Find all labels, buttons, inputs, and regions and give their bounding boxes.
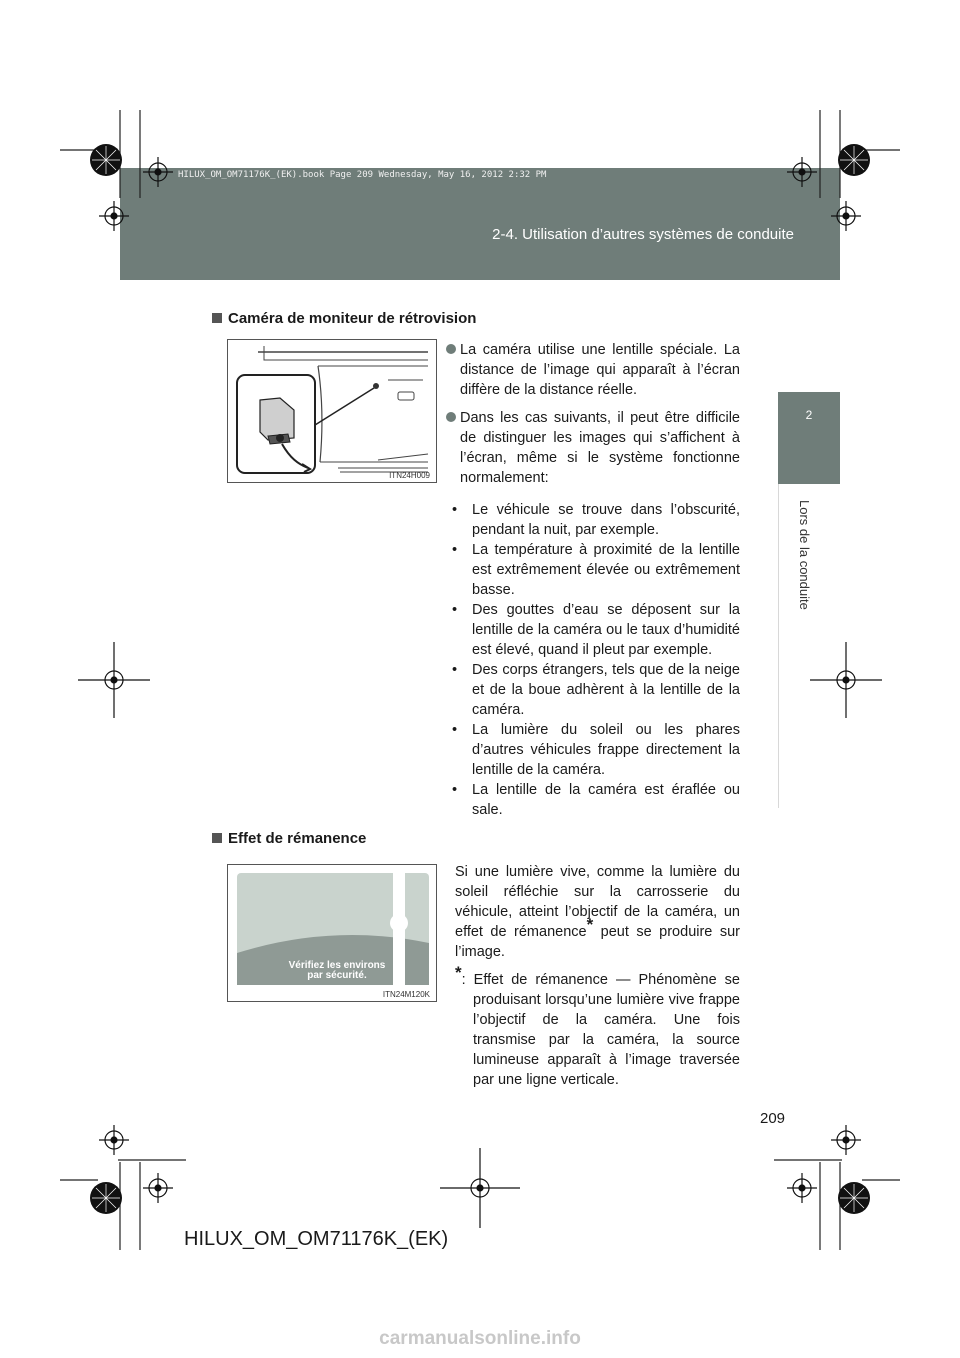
section2-text: [455, 862, 740, 1090]
section-title: 2-4. Utilisation d’autres systèmes de conduite: [492, 226, 794, 243]
sub-item: • La température à proximité de la lentille est extrêmement élevée ou extrêmement basse.: [452, 542, 740, 598]
sub-item: • La lentille de la caméra est éraflée ou sale.: [452, 782, 740, 818]
chapter-label: Lors de la conduite: [797, 500, 812, 610]
watermark: carmanualsonline.info: [379, 1328, 581, 1349]
section1-text: [446, 340, 740, 820]
section-heading-afterimage: Effet de rémanence: [212, 830, 366, 847]
sub-item: • Le véhicule se trouve dans l’obscurité, pendant la nuit, par exemple.: [452, 502, 740, 538]
afterimage-paragraph: Si une lumière vive, comme la lumière du soleil réfléchie sur la carrosserie du véhicule, atteint l’objectif de la caméra, un effet de rémanence* peut se produire sur l’image.: [455, 864, 740, 960]
chapter-number: 2: [805, 408, 813, 422]
model-code: HILUX_OM_OM71176K_(EK): [184, 1228, 449, 1250]
figure-afterimage: [227, 864, 437, 1002]
bullet-dot-icon: [446, 344, 456, 354]
footnote: *: Effet de rémanence — Phénomène se produisant lorsqu’une lumière vive frappe l’objectif de la caméra. Une fois transmise par la caméra, la source lumineuse apparaît à l’image traversée par une ligne verticale.: [455, 963, 740, 1088]
heading-square-icon: [212, 313, 222, 323]
header-band: [120, 168, 840, 280]
figure-code: ITN24M120K: [382, 990, 430, 999]
camera-screen: [237, 873, 429, 985]
bullet-item: Dans les cas suivants, il peut être difficile de distinguer les images qui s’affichent à l’écran, même si le système fonctionne normalement:: [446, 408, 740, 488]
page-number: 209: [760, 1110, 786, 1127]
sub-item: • Des gouttes d’eau se déposent sur la lentille de la caméra ou le taux d’humidité est élevé, quand il pleut par exemple.: [452, 602, 740, 658]
bullet-dot-icon: [446, 412, 456, 422]
heading-square-icon: [212, 833, 222, 843]
chapter-tab: [778, 392, 840, 484]
sub-item: • Des corps étrangers, tels que de la neige et de la boue adhèrent à la lentille de la caméra.: [452, 662, 740, 718]
figure-rear-camera: [227, 339, 437, 483]
rear-camera-illustration: [228, 340, 436, 482]
section-heading-camera: Caméra de moniteur de rétrovision: [212, 310, 476, 327]
figure-code: ITN24H009: [389, 471, 430, 480]
book-info-line: HILUX_OM_OM71176K_(EK).book Page 209 Wednesday, May 16, 2012 2:32 PM: [178, 170, 547, 180]
bullet-item: La caméra utilise une lentille spéciale. La distance de l’image qui apparaît à l’écran diffère de la distance réelle.: [446, 340, 740, 400]
screen-caution-text: Vérifiez les environs par sécurité.: [288, 960, 386, 981]
sub-item: • La lumière du soleil ou les phares d’autres véhicules frappe directement la lentille de la caméra.: [452, 722, 740, 778]
